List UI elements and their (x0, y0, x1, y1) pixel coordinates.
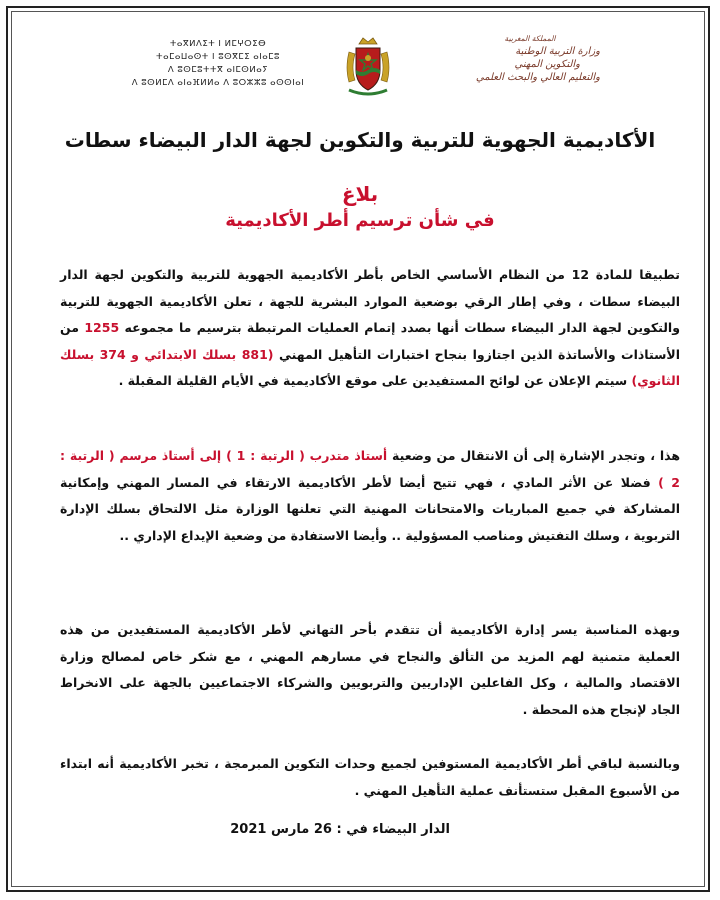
kingdom-line: المملكة المغربية (504, 34, 556, 43)
ministry-line: والتعليم العالي والبحث العلمي (475, 72, 600, 83)
tifinagh-line: ⴷ ⵓⵙⵎⵓⵜⵜⴳ ⴰⵏⵎⵙⵍⴰⵢ (167, 65, 269, 75)
total-teachers-count: 1255 (84, 320, 120, 335)
paragraph-congratulations: وبهذه المناسبة يسر إدارة الأكاديمية أن تتقدم بأحر التهاني لأطر الأكاديمية المستفيدين من هذه العملية متمنية لهم المزيد من التألق والنجاح في مسارهم المهني ، مع شكر خاص لمصالح وزارة الاقتصاد والمالية ، وكل الفاعلين الإداريين والتربويين والشركاء الاجتماعيين بالجهة على الانخراط الجاد لإنجاح هذه المحطة . (60, 622, 680, 717)
paragraph-text: هذا ، وتجدر الإشارة إلى أن الانتقال من وضعية (387, 448, 680, 463)
ministry-line: والتكوين المهني (514, 59, 580, 70)
tifinagh-ministry-name (118, 38, 318, 90)
academy-title: الأكاديمية الجهوية للتربية والتكوين لجهة الدار البيضاء سطات (64, 128, 656, 152)
letterhead (0, 30, 720, 110)
paragraph-remaining-staff: وبالنسبة لباقي أطر الأكاديمية المستوفين لجميع وحدات التكوين المبرمجة ، تخبر الأكاديمية أنه ابتداء من الأسبوع المقبل ستستأنف عملية التأهيل المهني . (60, 756, 680, 798)
ministry-name (400, 32, 600, 84)
rank-transition: أستاذ متدرب ( الرتبة : 1 ) إلى أستاذ مرسم ( الرتبة : 2 ) (60, 448, 680, 490)
notice-title: بلاغ (341, 182, 379, 206)
tifinagh-line: ⵜⴰⴳⵍⴷⵉⵜ ⵏ ⵍⵎⵖⵔⵉⴱ (169, 39, 267, 49)
paragraph-text: تطبيقا للمادة 12 من النظام الأساسي الخاص بأطر الأكاديمية الجهوية للتربية والتكوين لجهة الدار البيضاء سطات ، وفي إطار الرقي بوضعية الموارد البشرية للجهة ، تعلن الأكاديمية الجهوية للتربية والتكوين لجهة الدار البيضاء سطات أنها بصدد إتمام العمليات المرتبطة بترسيم ما مجموعه (60, 267, 680, 335)
paragraph-career-benefits (60, 443, 680, 549)
tifinagh-line: ⵜⴰⵎⴰⵡⴰⵙⵜ ⵏ ⵓⵙⴳⵎⵉ ⴰⵏⴰⵎⵓ (156, 52, 280, 62)
paragraph-tenure-announcement (60, 262, 680, 395)
paragraph-text: سيتم الإعلان عن لوائح المستفيدين على موقع الأكاديمية في الأيام القليلة المقبلة . (118, 373, 632, 388)
moroccan-coat-of-arms-icon (335, 34, 401, 100)
paragraph-text: من الأستاذات والأساتذة الذين اجتازوا بنجاح اختبارات التأهيل المهني (60, 320, 680, 362)
place-and-date: الدار البيضاء في : 26 مارس 2021 (230, 822, 450, 837)
paragraph-text: فضلا عن الأثر المادي ، فهي تتيح أيضا لأطر الأكاديمية الارتقاء في المسار المهني وإمكانية المشاركة في جميع المباريات والامتحانات المهنية التي تعلنها الوزارة مثل الالتحاق بسلك الإدارة التربوية ، وسلك التفتيش ومناصب المسؤولية .. وأيضا الاستفادة من وضعية الإيداع الإداري .. (60, 474, 680, 543)
teachers-breakdown: (881 بسلك الابتدائي و 374 بسلك الثانوي) (60, 346, 680, 388)
tifinagh-line: ⴷ ⵓⵙⵍⵎⴷ ⴰⵏⴰⴼⵍⵍⴰ ⴷ ⵓⵔⵣⵣⵓ ⴰⵙⵙⵏⴰⵏ (131, 78, 305, 88)
notice-subtitle: في شأن ترسيم أطر الأكاديمية (225, 210, 495, 231)
ministry-line: وزارة التربية الوطنية (515, 46, 600, 57)
